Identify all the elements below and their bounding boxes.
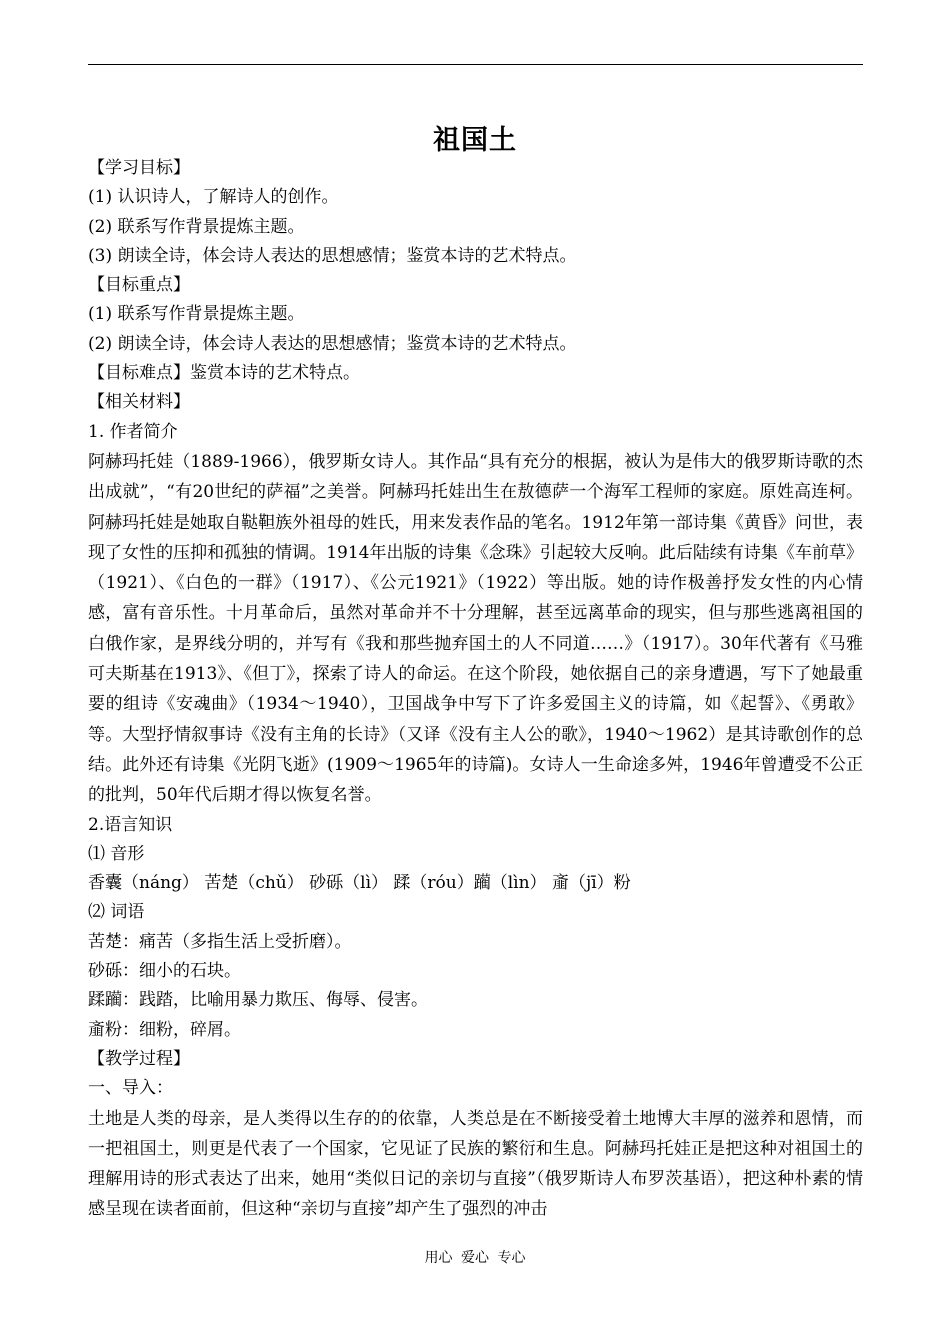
objectives-heading: 【学习目标】 bbox=[88, 158, 190, 178]
author-paragraph: 阿赫玛托娃（1889-1966），俄罗斯女诗人。其作品“具有充分的根据，被认为是伟大的俄罗斯诗歌的杰出成就”，“有20世纪的萨福”之美誉。阿赫玛托娃出生在敖德萨一个海军工程师的家庭。原姓高连柯。阿赫玛托娃是她取自鞑靼族外祖母的姓氏，用来发表作品的笔名。1912年第一部诗集《黄昏》问世，表现了女性的压抑和孤独的情调。1914年出版的诗集《念珠》引起较大反响。此后陆续有诗集《车前草》（1921）、《白色的一群》（1917）、《公元1921》（1922）等出版。她的诗作极善抒发女性的内心情感，富有音乐性。十月革命后，虽然对革命并不十分理解，甚至远离革命的现实，但与那些逃离祖国的白俄作家，是界线分明的，并写有《我和那些抛弃国土的人不同道……》（1917）。30年代著有《马雅可夫斯基在1913》、《但丁》，探索了诗人的命运。在这个阶段，她依据自己的亲身遭遇，写下了她最重要的组诗《安魂曲》（1934～1940），卫国战争中写下了许多爱国主义的诗篇，如《起誓》、《勇敢》等。大型抒情叙事诗《没有主角的长诗》（又译《没有主人公的歌》，1940～1962）是其诗歌创作的总结。此外还有诗集《光阴飞逝》(1909～1965年的诗篇)。女诗人一生命途多舛，1946年曾遭受不公正的批判，50年代后期才得以恢复名誉。 bbox=[88, 451, 863, 806]
vocab-item: 砂砾：细小的石块。 bbox=[88, 961, 241, 982]
page-footer: 用心 爱心 专心 bbox=[424, 1250, 526, 1266]
key-points-heading: 【目标重点】 bbox=[88, 275, 190, 296]
key-point-item: (2) 朗读全诗，体会诗人表达的思想感情；鉴赏本诗的艺术特点。 bbox=[88, 333, 577, 354]
header-rule bbox=[88, 64, 863, 65]
materials-heading: 【相关材料】 bbox=[88, 392, 190, 413]
key-point-item: (1) 联系写作背景提炼主题。 bbox=[88, 304, 305, 325]
document-body bbox=[88, 154, 863, 1225]
vocab-item: 苦楚：痛苦（多指生活上受折磨）。 bbox=[88, 931, 352, 952]
intro-paragraph: 土地是人类的母亲，是人类得以生存的的依靠，人类总是在不断接受着土地博大丰厚的滋养和恩情，而一把祖国土，则更是代表了一个国家，它见证了民族的繁衍和生息。阿赫玛托娃正是把这种对祖国土的理解用诗的形式表达了出来，她用“类似日记的亲切与直接”（俄罗斯诗人布罗茨基语），把这种朴素的情感呈现在读者面前，但这种“亲切与直接”却产生了强烈的冲击 bbox=[88, 1108, 863, 1220]
language-heading: 2.语言知识 bbox=[88, 814, 173, 835]
process-heading: 【教学过程】 bbox=[88, 1048, 190, 1069]
vocab-item: 齑粉：细粉，碎屑。 bbox=[88, 1019, 241, 1040]
pronunciation-heading: ⑴ 音形 bbox=[88, 843, 145, 864]
objective-item: (1) 认识诗人，了解诗人的创作。 bbox=[88, 187, 339, 208]
author-heading: 1. 作者简介 bbox=[88, 421, 178, 442]
intro-heading: 一、导入： bbox=[88, 1078, 173, 1099]
vocab-heading: ⑵ 词语 bbox=[88, 902, 145, 923]
difficulty-line: 【目标难点】鉴赏本诗的艺术特点。 bbox=[88, 363, 360, 384]
objective-item: (2) 联系写作背景提炼主题。 bbox=[88, 216, 305, 237]
page-title: 祖国土 bbox=[433, 125, 517, 156]
pronunciation-line: 香囊（náng） 苦楚（chǔ） 砂砾（lì） 蹂（róu）躏（lìn） 齑（jī）粉 bbox=[88, 873, 631, 894]
vocab-item: 蹂躏：践踏，比喻用暴力欺压、侮辱、侵害。 bbox=[88, 990, 428, 1011]
objective-item: (3) 朗读全诗，体会诗人表达的思想感情；鉴赏本诗的艺术特点。 bbox=[88, 245, 577, 266]
